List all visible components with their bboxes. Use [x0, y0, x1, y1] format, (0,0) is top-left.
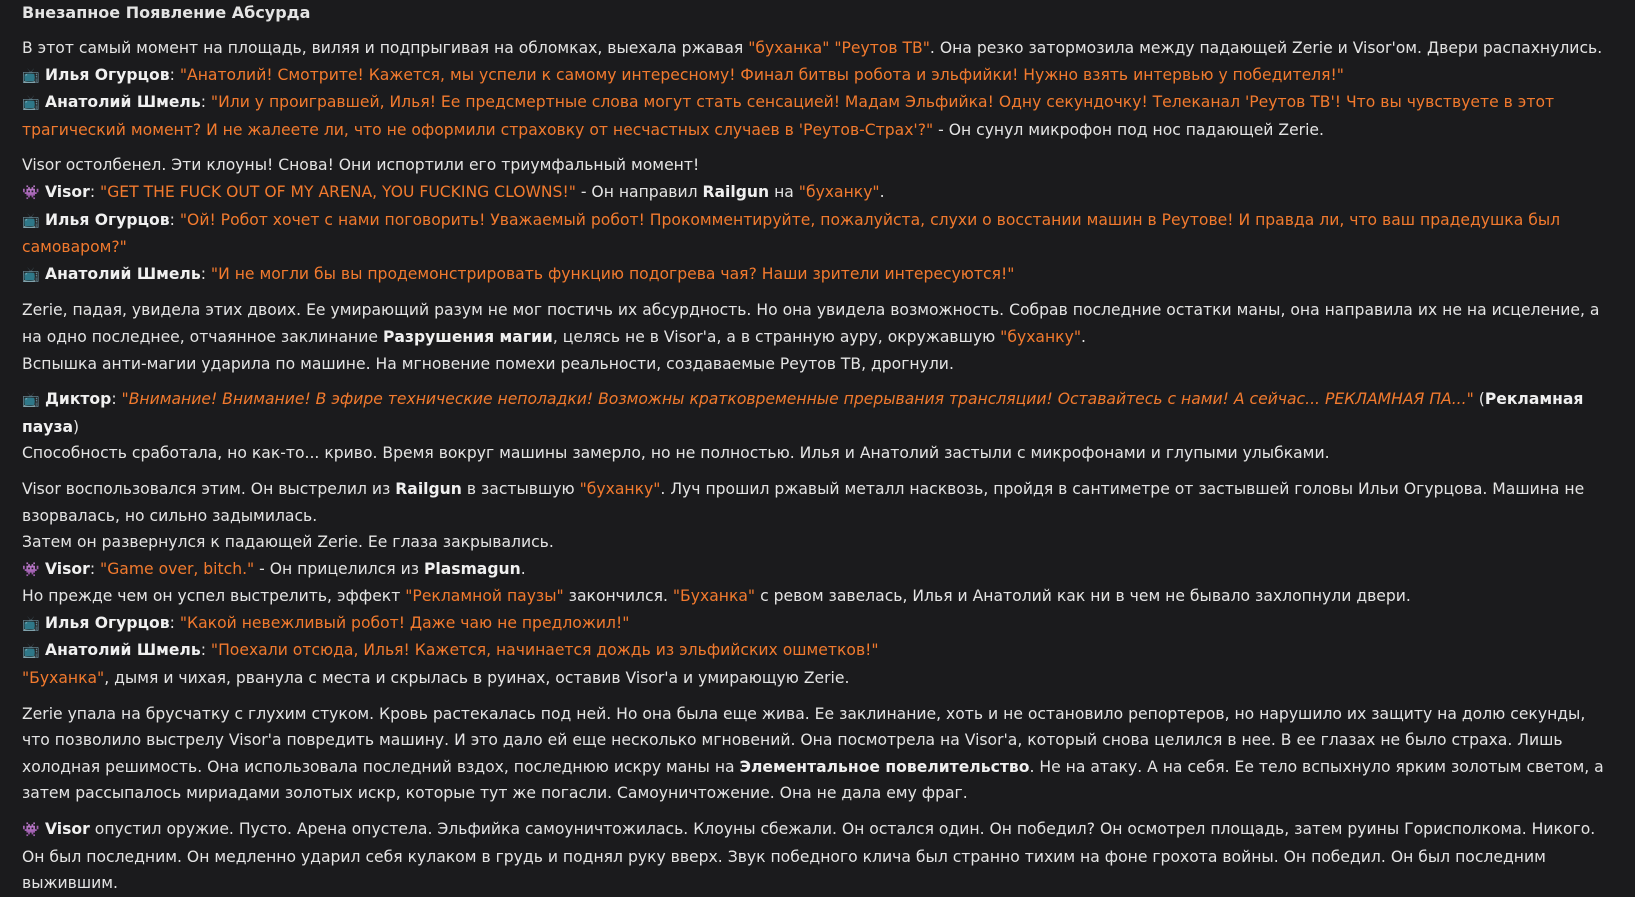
tv-icon: 📺 — [22, 212, 40, 229]
speaker-name: Диктор — [45, 390, 112, 409]
paragraph-zerie-end — [22, 701, 1613, 807]
narration-text: . — [520, 559, 526, 578]
spell-name: Разрушения магии — [382, 327, 553, 346]
robot-icon: 👾 — [22, 822, 40, 839]
dialogue-line: 👾 Visor: "Game over, bitch." - Он прицелился из Plasmagun. — [22, 556, 1613, 584]
narration-text: ( — [1473, 390, 1485, 409]
dialogue-line: 📺 Илья Огурцов: "Анатолий! Смотрите! Кажется, мы успели к самому интересному! Финал битвы робота и эльфийки! Нужно взять интервью у победителя!" — [22, 62, 1613, 90]
tv-icon: 📺 — [22, 95, 40, 112]
dialogue-line: 📺 Илья Огурцов: "Ой! Робот хочет с нами поговорить! Уважаемый робот! Прокомментируйте, пожалуйста, слухи о восстании машин в Реутове! И правда ли, что ваш прадедушка был самоваром?" — [22, 207, 1613, 261]
narration-text: . Она резко затормозила между падающей Zerie и Visor'ом. Двери распахнулись. — [929, 39, 1603, 57]
dialogue-line: 📺 Анатолий Шмель: "И не могли бы вы продемонстрировать функцию подогрева чая? Наши зрители интересуются!" — [22, 261, 1613, 289]
narration-text: - Он сунул микрофон под нос падающей Zerie. — [933, 120, 1324, 139]
effect-name: Рекламная пауза — [22, 390, 1584, 436]
narration-line: Visor остолбенел. Эти клоуны! Снова! Они испортили его триумфальный момент! — [22, 156, 700, 175]
narration-text: Zerie упала на брусчатку с глухим стуком. Кровь растекалась под ней. Но она была еще жива. Ее заклинание, хоть и не остановило репортеров, но нарушило их защиту на долю секунды, что позволило выстрелу Visor'a повредить машину. И это дало ей еще несколько мгновений. Она посмотрела на Visor'a, который снова целился в нее. В ее глазах не было страха. Лишь холодная решимость. Она использовала последний вздох, последнюю искру маны на — [22, 704, 1586, 776]
dialogue-line: 📺 Анатолий Шмель: "Поехали отсюда, Илья! Кажется, начинается дождь из эльфийских ошметков!" — [22, 637, 1613, 665]
speaker-name: Илья Огурцов — [45, 210, 170, 229]
speaker-name: Visor — [45, 820, 90, 839]
tv-icon: 📺 — [22, 615, 40, 632]
spell-name: Элементальное повелительство — [739, 757, 1030, 776]
story-title: Внезапное Появление Абсурда — [22, 3, 311, 22]
quoted-text: "буханка" "Реутов ТВ" — [748, 39, 930, 57]
narration-text: в застывшую — [461, 479, 580, 498]
dialogue-quote: "Какой невежливый робот! Даже чаю не предложил!" — [179, 613, 630, 632]
narration-text: - Он направил — [575, 182, 703, 201]
robot-icon: 👾 — [22, 184, 40, 201]
narration-text: , дымя и чихая, рванула с места и скрылась в руинах, оставив Visor'a и умирающую Zerie. — [104, 669, 850, 688]
quoted-text: "буханку" — [1000, 327, 1081, 346]
dialogue-line: 👾 Visor: "GET THE FUCK OUT OF MY ARENA, YOU FUCKING CLOWNS!" - Он направил Railgun на "буханку". — [22, 179, 1613, 207]
dialogue-quote: "Поехали отсюда, Илья! Кажется, начинается дождь из эльфийских ошметков!" — [210, 641, 879, 660]
dialogue-quote: "И не могли бы вы продемонстрировать функцию подогрева чая? Наши зрители интересуются!" — [210, 264, 1015, 283]
narration-text: . — [1081, 327, 1086, 346]
speaker-name: Анатолий Шмель — [45, 641, 201, 660]
dialogue-quote: "GET THE FUCK OUT OF MY ARENA, YOU FUCKING CLOWNS!" — [100, 182, 576, 201]
tv-icon: 📺 — [22, 266, 40, 283]
paragraph-railgun-shot — [22, 476, 1613, 692]
narration-line — [22, 816, 1613, 897]
narration-line — [22, 297, 1613, 350]
quoted-text: "Буханка" — [22, 669, 105, 688]
dialogue-line: 📺 Илья Огурцов: "Какой невежливый робот! Даже чаю не предложил!" — [22, 610, 1613, 638]
speaker-name: Анатолий Шмель — [45, 264, 201, 283]
narration-line — [22, 583, 1613, 610]
tv-icon: 📺 — [22, 67, 40, 84]
narration-text: . Не на атаку. А на себя. Ее тело вспыхнуло ярким золотым светом, а затем рассыпалось мириадами золотых искр, которые тут же погасли. Самоуничтожение. Она не дала ему фраг. — [22, 757, 1604, 803]
tv-icon: 📺 — [22, 392, 40, 409]
narration-text: . — [879, 182, 885, 201]
dialogue-quote: "Ой! Робот хочет с нами поговорить! Уважаемый робот! Прокомментируйте, пожалуйста, слухи о восстании машин в Реутове! И правда ли, что ваш прадедушка был самоваром?" — [22, 210, 1561, 257]
weapon-name: Railgun — [395, 479, 462, 498]
narration-text: закончился. — [563, 587, 673, 606]
narration-text: . Луч прошил ржавый металл насквозь, пройдя в сантиметре от застывшей головы Ильи Огурцова. Машина не взорвалась, но сильно задымилась. — [22, 479, 1585, 525]
speaker-name: Visor — [45, 559, 90, 578]
narration-line — [22, 665, 1613, 692]
quoted-text: "буханку" — [579, 479, 661, 498]
dialogue-quote: "Или у проигравшей, Илья! Ее предсмертные слова могут стать сенсацией! Мадам Эльфийка! Одну секундочку! Телеканал 'Реутов ТВ'! Что вы чувствуете в этот трагический момент? И не жалеете ли, что не оформили страховку от несчастных случаев в 'Реутов-Страх'?" — [22, 93, 1555, 139]
quoted-text: "Рекламной паузы" — [405, 587, 564, 606]
narration-text: - Он прицелился из — [254, 559, 424, 578]
dialogue-line: 📺 Диктор: "Внимание! Внимание! В эфире технические неполадки! Возможны кратковременные прерывания трансляции! Оставайтесь с нами! А сейчас... РЕКЛАМНАЯ ПА..." (Рекламная пауза) — [22, 386, 1613, 440]
weapon-name: Railgun — [702, 182, 770, 201]
narration-text: на — [769, 182, 799, 201]
narration-text: Но прежде чем он успел выстрелить, эффект — [22, 587, 406, 606]
narration-line — [22, 701, 1613, 807]
narration-line: Вспышка анти-магии ударила по машине. На мгновение помехи реальности, создаваемые Реутов ТВ, дрогнули. — [22, 354, 954, 373]
paragraph-visor-victory — [22, 816, 1613, 897]
dialogue-line: 📺 Анатолий Шмель: "Или у проигравшей, Илья! Ее предсмертные слова могут стать сенсацией! Мадам Эльфийка! Одну секундочку! Телеканал 'Реутов ТВ'! Что вы чувствуете в этот трагический момент? И не жалеете ли, что не оформили страховку от несчастных случаев в 'Реутов-Страх'?" - Он сунул микрофон под нос падающей Zerie. — [22, 89, 1613, 143]
paragraph-announcer — [22, 386, 1613, 467]
speaker-name: Илья Огурцов — [45, 613, 170, 632]
dialogue-quote: "Game over, bitch." — [100, 559, 255, 578]
dialogue-quote: "Анатолий! Смотрите! Кажется, мы успели к самому интересному! Финал битвы робота и эльфийки! Нужно взять интервью у победителя!" — [179, 65, 1344, 84]
speaker-name: Илья Огурцов — [45, 65, 170, 84]
paragraph-arrival — [22, 35, 1613, 143]
narration-line — [22, 476, 1613, 529]
narration-line: Затем он развернулся к падающей Zerie. Ее глаза закрывались. — [22, 533, 554, 552]
narration-text: Zerie, падая, увидела этих двоих. Ее умирающий разум не мог постичь их абсурдность. Но она увидела возможность. Собрав последние остатки маны, она направила их не на исцеление, а на одно последнее, отчаянное заклинание — [22, 301, 1600, 346]
narration-text: Visor воспользовался этим. Он выстрелил из — [22, 479, 396, 498]
paragraph-zerie-spell — [22, 297, 1613, 377]
quoted-text: "Буханка" — [672, 587, 756, 606]
narration-line — [22, 35, 1613, 62]
speaker-name: Анатолий Шмель — [45, 93, 201, 112]
tv-icon: 📺 — [22, 643, 40, 660]
robot-icon: 👾 — [22, 561, 40, 578]
narration-text: с ревом завелась, Илья и Анатолий как ни в чем не бывало захлопнули двери. — [755, 587, 1411, 606]
narration-text: В этот самый момент на площадь, виляя и подпрыгивая на обломках, выехала ржавая — [22, 39, 749, 57]
weapon-name: Plasmagun — [423, 559, 521, 578]
paragraph-visor-reaction — [22, 152, 1613, 288]
dialogue-quote: "Внимание! Внимание! В эфире технические неполадки! Возможны кратковременные прерывания трансляции! Оставайтесь с нами! А сейчас... РЕКЛАМНАЯ ПА..." — [121, 390, 1474, 409]
story-message — [22, 0, 1613, 897]
speaker-name: Visor — [45, 182, 90, 201]
narration-text: опустил оружие. Пусто. Арена опустела. Эльфийка самоуничтожилась. Клоуны сбежали. Он остался один. Он победил? Он осмотрел площадь, затем руины Горисполкома. Никого. Он был последним. Он медленно ударил себя кулаком в грудь и поднял руку вверх. Звук победного клича был странно тихим на фоне грохота войны. Он победил. Он был последним выжившим. — [22, 820, 1596, 893]
narration-text: , целясь не в Visor'a, а в странную ауру, окружавшую — [552, 327, 1001, 346]
narration-line: Способность сработала, но как-то... криво. Время вокруг машины замерло, но не полностью. Илья и Анатолий застыли с микрофонами и глупыми улыбками. — [22, 444, 1330, 463]
narration-text: ) — [73, 417, 80, 436]
quoted-text: "буханку" — [798, 182, 880, 201]
